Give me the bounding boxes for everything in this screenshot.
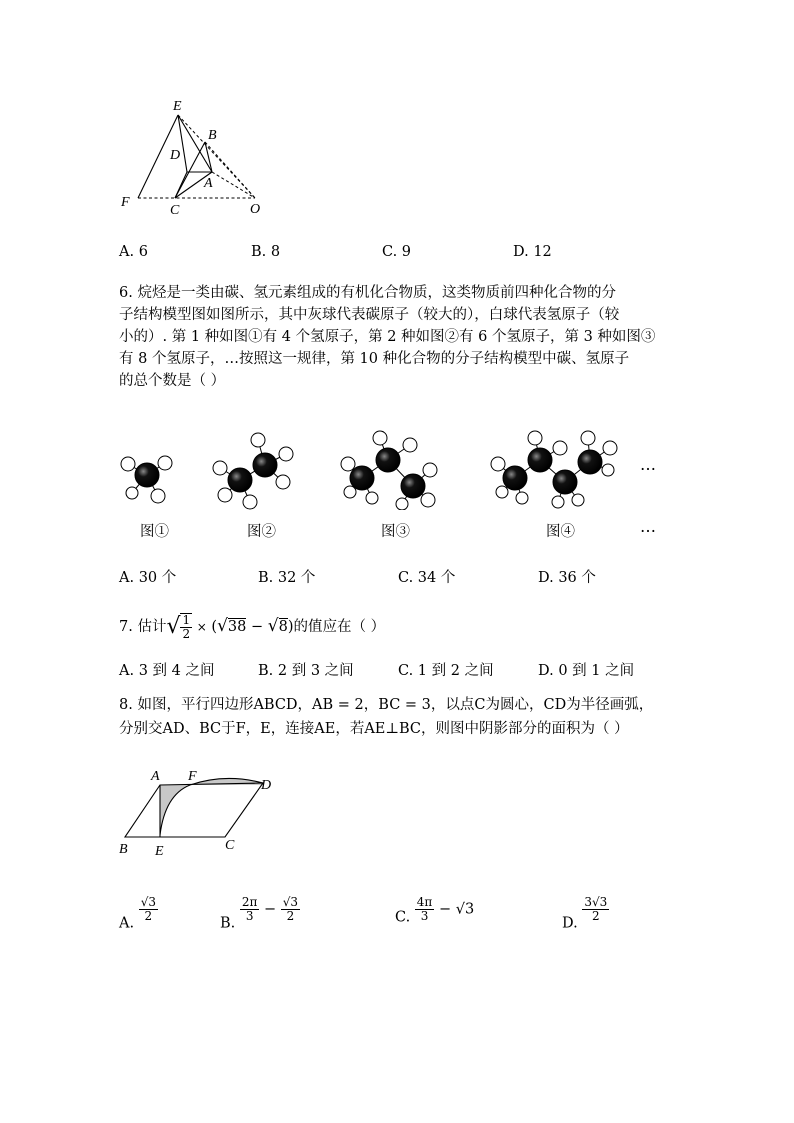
- q8-line-2: 分别交AD、BC于F，E，连接AE，若AE⊥BC，则图中阴影部分的面积为（ ）: [119, 721, 629, 737]
- shaded-region-left: [160, 785, 190, 835]
- q5-option-d: D. 12: [513, 244, 552, 260]
- label-e: E: [173, 99, 182, 114]
- molecule-3: [341, 431, 437, 510]
- label-d: D: [170, 148, 181, 163]
- label-b: B: [119, 842, 128, 857]
- q8-line-1: 8. 如图，平行四边形ABCD，AB = 2，BC = 3，以点C为圆心，CD为半径画弧，: [119, 697, 654, 713]
- q6-ellipsis-bottom: …: [640, 517, 657, 536]
- label-a: A: [204, 176, 213, 191]
- label-c: C: [170, 203, 180, 218]
- label-f: F: [121, 195, 130, 210]
- label-c: C: [225, 838, 235, 853]
- label-e: E: [155, 844, 164, 859]
- q6-line-5: 的总个数是（ ）: [119, 373, 226, 389]
- q6-option-d: D. 36 个: [538, 570, 596, 586]
- q7-option-b: B. 2 到 3 之间: [258, 663, 354, 679]
- label-o: O: [250, 202, 261, 217]
- q6-ellipsis-top: …: [640, 455, 657, 474]
- q6-option-c: C. 34 个: [398, 570, 456, 586]
- label-d: D: [261, 778, 272, 793]
- q5-option-a: A. 6: [119, 244, 148, 260]
- q7-sqrt-half: √ $\frac{1}{2}$: [166, 613, 191, 641]
- q5-option-c: C. 9: [382, 244, 412, 260]
- q8-option-b: B. $\frac{2\pi}{3}$ − $\frac{√3}{2}$: [220, 895, 299, 932]
- q7-sqrt-8: √8: [267, 616, 288, 636]
- q7-prefix: 7. 估计: [119, 619, 167, 635]
- q7-paren-open: (: [211, 619, 218, 635]
- q8-option-c: C. $\frac{4\pi}{3}$ − √3: [395, 895, 475, 926]
- label-b: B: [208, 128, 217, 143]
- molecule-4: [491, 431, 617, 508]
- parallelogram-abcd: [125, 783, 263, 837]
- q7-paren-close: ): [287, 619, 294, 635]
- q7-minus: −: [250, 619, 264, 635]
- q5-figure: [115, 95, 275, 220]
- q8-option-a: A. $\frac{√3}{2}$: [119, 895, 156, 932]
- q6-caption-4: 图④: [546, 524, 575, 540]
- q7-frac-den: 2: [182, 627, 191, 641]
- q7-suffix: 的值应在（ ）: [293, 619, 386, 635]
- label-f: F: [188, 769, 197, 784]
- q7-option-d: D. 0 到 1 之间: [538, 663, 635, 679]
- seg-ao-dashed: [212, 172, 255, 198]
- q6-line-3: 小的）. 第 1 种如图①有 4 个氢原子，第 2 种如图②有 6 个氢原子，第 3 种如图③: [119, 329, 656, 345]
- q7-option-a: A. 3 到 4 之间: [119, 663, 215, 679]
- q6-molecules: [110, 420, 650, 510]
- q6-line-4: 有 8 个氢原子，…按照这一规律，第 10 种化合物的分子结构模型中碳、氢原子: [119, 351, 630, 367]
- molecule-1: [121, 456, 172, 503]
- q6-caption-3: 图③: [381, 524, 410, 540]
- q7-times: ×: [196, 620, 207, 634]
- label-a: A: [151, 769, 160, 784]
- q6-caption-2: 图②: [247, 524, 276, 540]
- q7-option-c: C. 1 到 2 之间: [398, 663, 494, 679]
- q6-caption-1: 图①: [140, 524, 169, 540]
- q6-line-1: 6. 烷烃是一类由碳、氢元素组成的有机化合物质，这类物质前四种化合物的分: [119, 285, 616, 301]
- q7-sqrt-38: √38: [217, 616, 247, 636]
- q5-option-b: B. 8: [251, 244, 281, 260]
- q8-figure: [115, 765, 285, 860]
- q6-option-a: A. 30 个: [119, 570, 177, 586]
- q7-frac-num: 1: [182, 613, 191, 627]
- molecule-2: [213, 433, 293, 509]
- q6-line-2: 子结构模型图如图所示，其中灰球代表碳原子（较大的），白球代表氢原子（较: [119, 307, 620, 323]
- q7-stem: [119, 612, 385, 641]
- q8-option-d: D. $\frac{3√3}{2}$: [562, 895, 608, 932]
- q6-option-b: B. 32 个: [258, 570, 316, 586]
